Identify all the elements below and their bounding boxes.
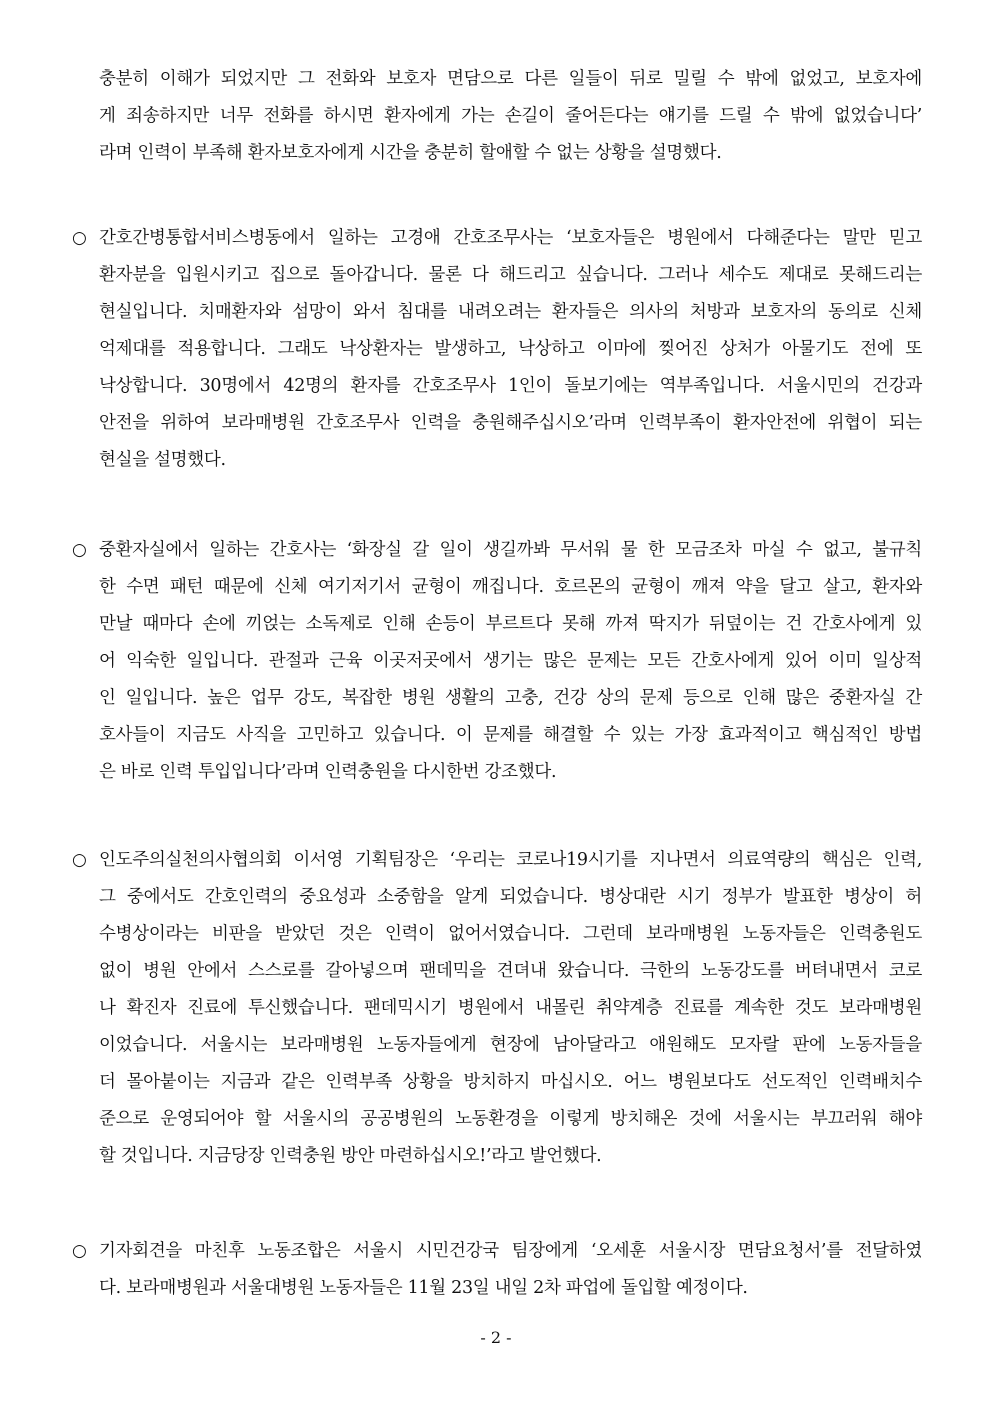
paragraph-line: 나 확진자 진료에 투신했습니다. 팬데믹시기 병원에서 내몰린 취약계층 진료를 계속한 것도 보라매병원 [99, 998, 922, 1018]
paragraph-line: 그 중에서도 간호인력의 중요성과 소중함을 알게 되었습니다. 병상대란 시기 정부가 발표한 병상이 허 [99, 887, 922, 907]
paragraph-line: 만날 때마다 손에 끼얹는 소독제로 인해 손등이 부르트다 못해 까져 딱지가 뒤덮이는 건 간호사에게 있 [99, 614, 922, 634]
paragraph-line: 라며 인력이 부족해 환자보호자에게 시간을 충분히 할애할 수 없는 상황을 설명했다. [99, 143, 722, 163]
intro-paragraph [72, 61, 922, 172]
page-number: - 2 - [480, 1328, 512, 1347]
paragraph-line: 이었습니다. 서울시는 보라매병원 노동자들에게 현장에 남아달라고 애원해도 모자랄 판에 노동자들을 [99, 1035, 922, 1055]
paragraph-line: 중환자실에서 일하는 간호사는 ‘화장실 갈 일이 생길까봐 무서워 물 한 모금조차 마실 수 없고, 불규칙 [99, 540, 922, 560]
paragraph-line: 낙상합니다. 30명에서 42명의 환자를 간호조무사 1인이 돌보기에는 역부족입니다. 서울시민의 건강과 [99, 376, 922, 396]
paragraph-line: 억제대를 적용합니다. 그래도 낙상환자는 발생하고, 낙상하고 이마에 찢어진 상처가 아물기도 전에 또 [99, 339, 922, 359]
bullet-paragraph-press-conference [72, 1233, 922, 1307]
bullet-paragraph-nurse-aide [72, 220, 922, 479]
circle-bullet-icon: ○ [72, 540, 87, 560]
paragraph-line: 준으로 운영되어야 할 서울시의 공공병원의 노동환경을 이렇게 방치해온 것에 서울시는 부끄러워 해야 [99, 1109, 922, 1129]
circle-bullet-icon: ○ [72, 850, 87, 870]
paragraph-line: 없이 병원 안에서 스스로를 갈아넣으며 팬데믹을 견뎌내 왔습니다. 극한의 노동강도를 버텨내면서 코로 [99, 961, 922, 981]
paragraph-line: 현실을 설명했다. [99, 450, 226, 470]
paragraph-line: 더 몰아붙이는 지금과 같은 인력부족 상황을 방치하지 마십시오. 어느 병원보다도 선도적인 인력배치수 [99, 1072, 922, 1092]
paragraph-line: 현실입니다. 치매환자와 섬망이 와서 침대를 내려오려는 환자들은 의사의 처방과 보호자의 동의로 신체 [99, 302, 922, 322]
paragraph-line: 다. 보라매병원과 서울대병원 노동자들은 11월 23일 내일 2차 파업에 돌입할 예정이다. [99, 1278, 748, 1298]
paragraph-line: 안전을 위하여 보라매병원 간호조무사 인력을 충원해주십시오’라며 인력부족이 환자안전에 위협이 되는 [99, 413, 922, 433]
paragraph-line: 인 일입니다. 높은 업무 강도, 복잡한 병원 생활의 고충, 건강 상의 문제 등으로 인해 많은 중환자실 간 [99, 688, 922, 708]
paragraph-line: 어 익숙한 일입니다. 관절과 근육 이곳저곳에서 생기는 많은 문제는 모든 간호사에게 있어 이미 일상적 [99, 651, 922, 671]
paragraph-line: 인도주의실천의사협의회 이서영 기획팀장은 ‘우리는 코로나19시기를 지나면서 의료역량의 핵심은 인력, [99, 850, 922, 870]
bullet-paragraph-icu-nurse [72, 532, 922, 791]
bullet-paragraph-humanitarian-doctors [72, 842, 922, 1175]
circle-bullet-icon: ○ [72, 228, 87, 248]
paragraph-line: 할 것입니다. 지금당장 인력충원 방안 마련하십시오!’라고 발언했다. [99, 1146, 602, 1166]
paragraph-line: 은 바로 인력 투입입니다’라며 인력충원을 다시한번 강조했다. [99, 762, 557, 782]
circle-bullet-icon: ○ [72, 1241, 87, 1261]
paragraph-line: 호사들이 지금도 사직을 고민하고 있습니다. 이 문제를 해결할 수 있는 가장 효과적이고 핵심적인 방법 [99, 725, 922, 745]
paragraph-line: 수병상이라는 비판을 받았던 것은 인력이 없어서였습니다. 그런데 보라매병원 노동자들은 인력충원도 [99, 924, 922, 944]
paragraph-line: 환자분을 입원시키고 집으로 돌아갑니다. 물론 다 해드리고 싶습니다. 그러나 세수도 제대로 못해드리는 [99, 265, 922, 285]
paragraph-line: 한 수면 패턴 때문에 신체 여기저기서 균형이 깨집니다. 호르몬의 균형이 깨져 약을 달고 살고, 환자와 [99, 577, 922, 597]
paragraph-line: 기자회견을 마친후 노동조합은 서울시 시민건강국 팀장에게 ‘오세훈 서울시장 면담요청서’를 전달하였 [99, 1241, 922, 1261]
paragraph-line: 충분히 이해가 되었지만 그 전화와 보호자 면담으로 다른 일들이 뒤로 밀릴 수 밖에 없었고, 보호자에 [99, 69, 922, 89]
paragraph-line: 게 죄송하지만 너무 전화를 하시면 환자에게 가는 손길이 줄어든다는 얘기를 드릴 수 밖에 없었습니다’ [99, 106, 922, 126]
paragraph-line: 간호간병통합서비스병동에서 일하는 고경애 간호조무사는 ‘보호자들은 병원에서 다해준다는 말만 믿고 [99, 228, 922, 248]
